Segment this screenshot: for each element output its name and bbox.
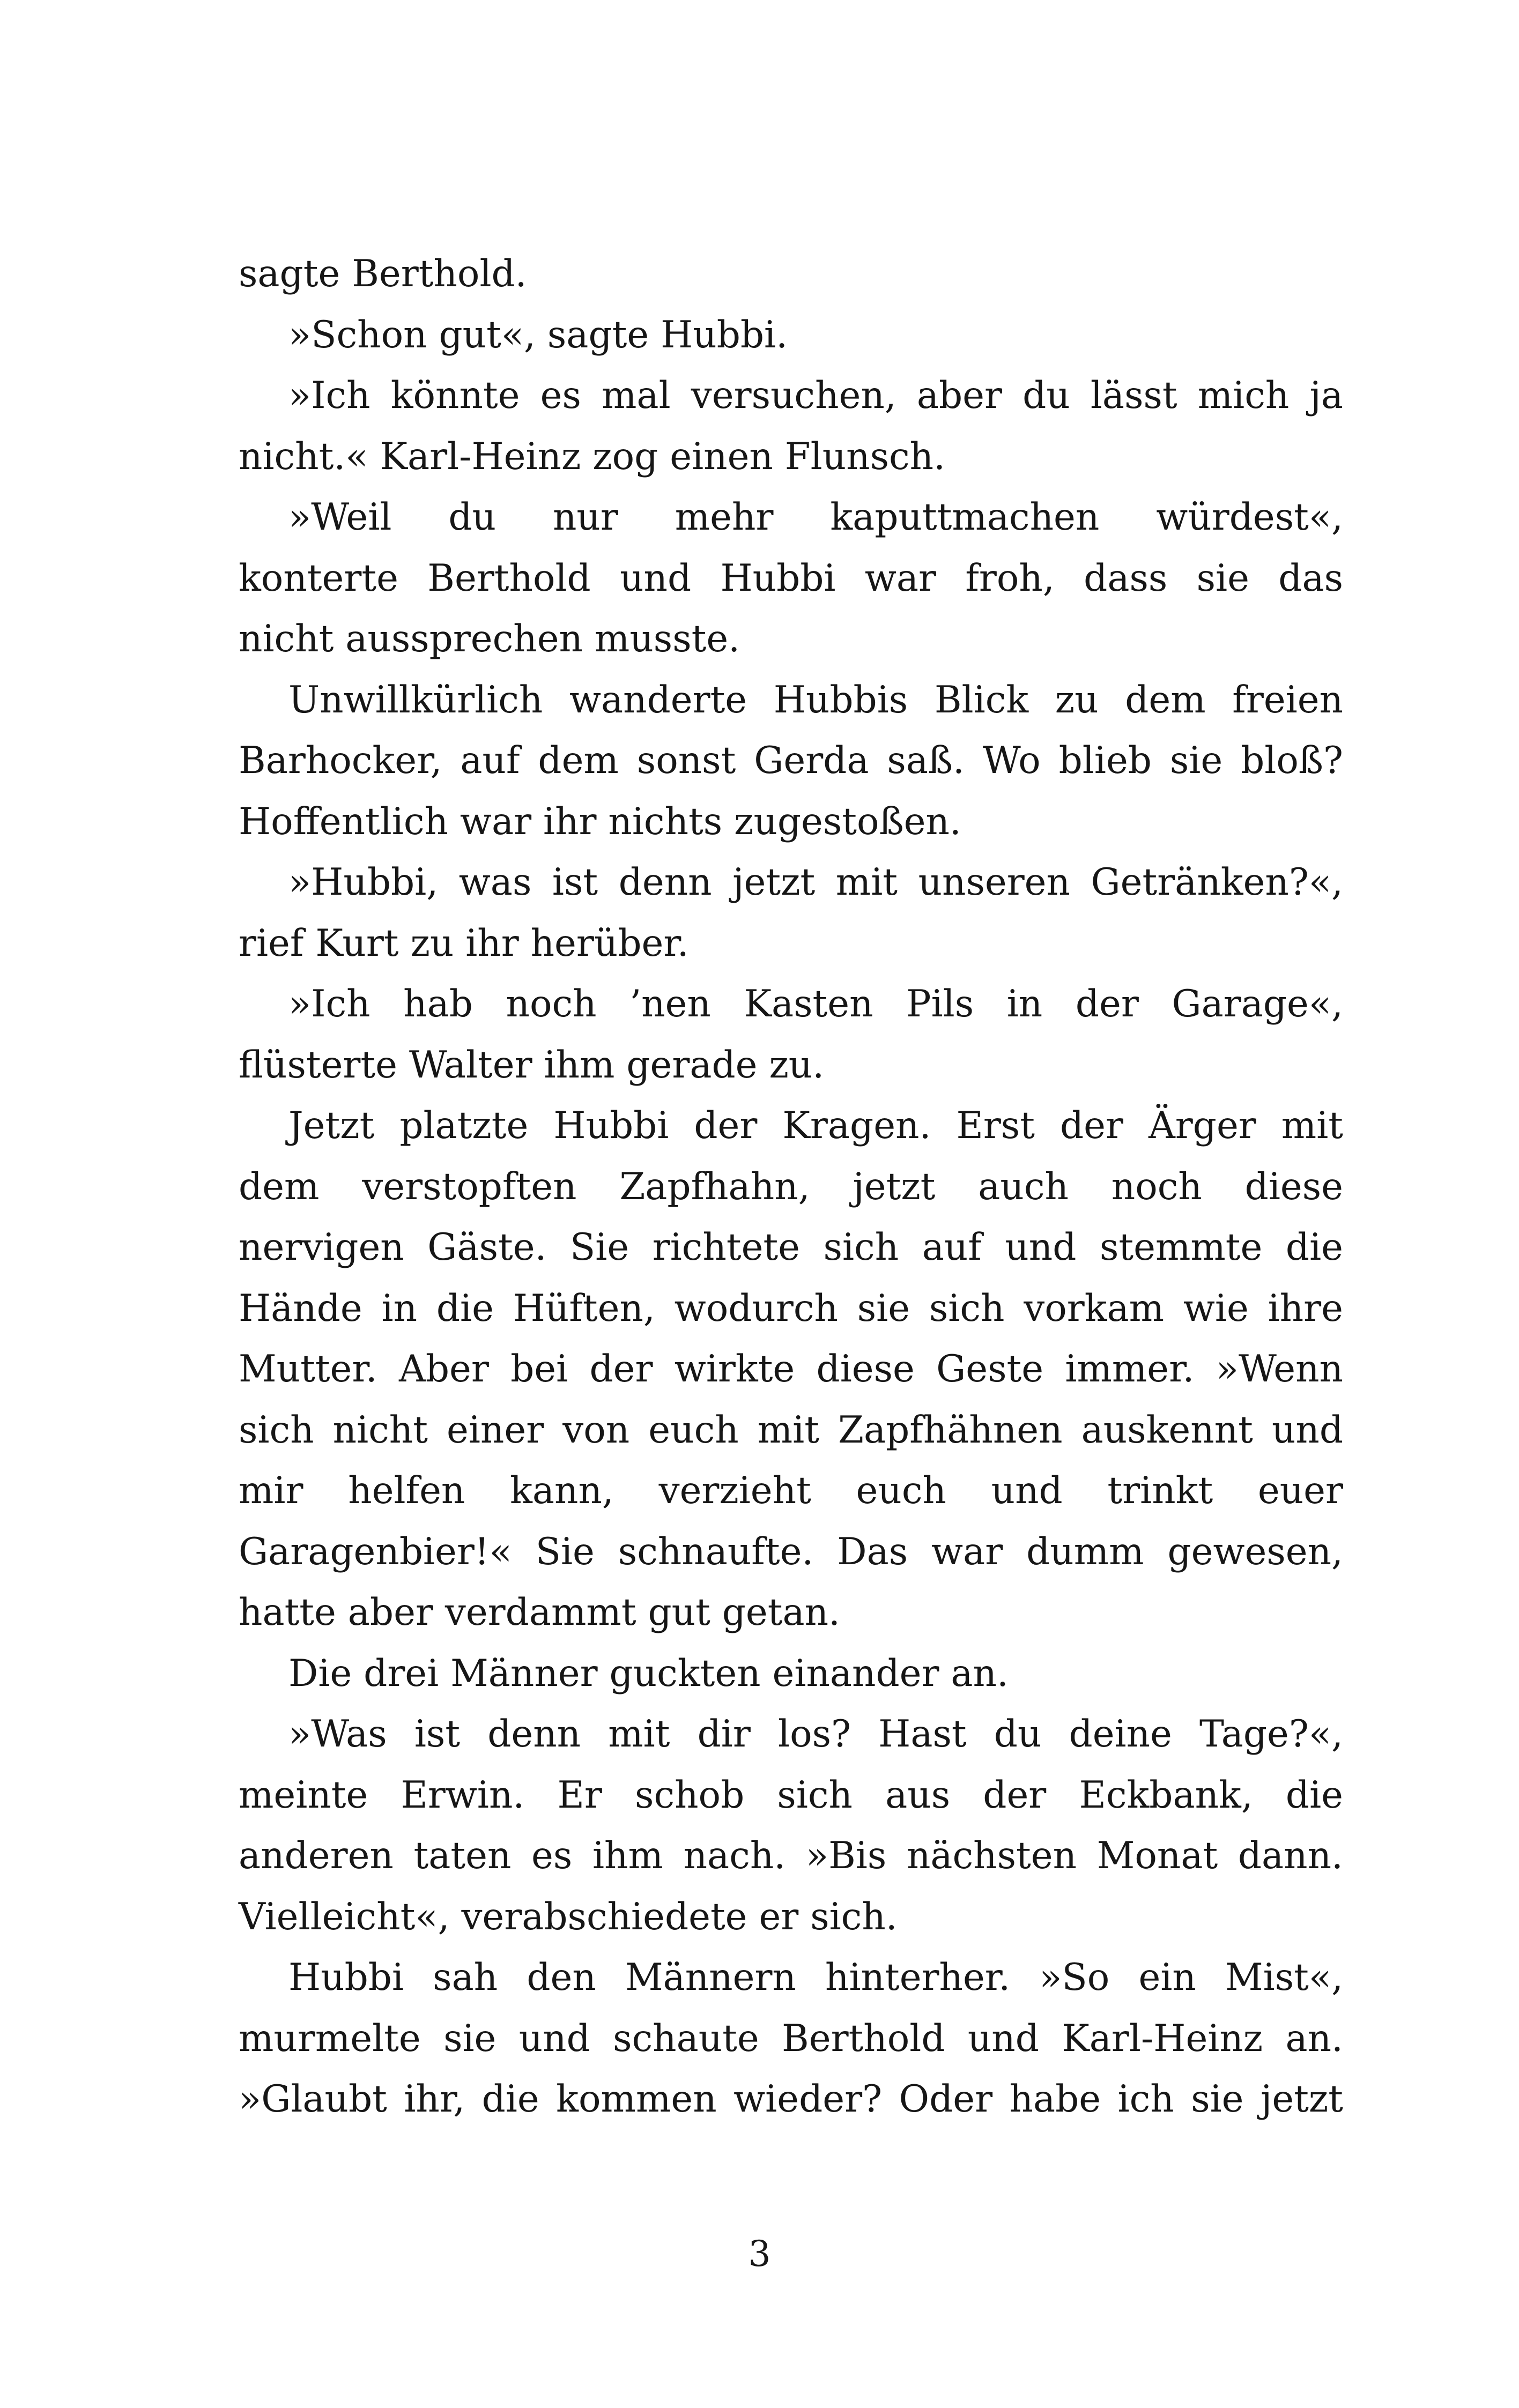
text-line: anderen taten es ihm nach. »Bis nächsten Monat dann.	[239, 1834, 1343, 1877]
text-line: »Ich hab noch ’nen Kasten Pils in der Garage«,	[288, 983, 1343, 1025]
text-line: Barhocker, auf dem sonst Gerda saß. Wo blieb sie bloß?	[239, 739, 1343, 782]
text-line: »Ich könnte es mal versuchen, aber du lässt mich ja	[288, 374, 1343, 417]
text-line: Mutter. Aber bei der wirkte diese Geste immer. »Wenn	[239, 1348, 1343, 1391]
text-line: konterte Berthold und Hubbi war froh, dass sie das	[239, 556, 1343, 600]
text-line: »Schon gut«, sagte Hubbi.	[288, 313, 788, 356]
text-line: meinte Erwin. Er schob sich aus der Eckbank, die	[239, 1773, 1343, 1817]
text-line: »Hubbi, was ist denn jetzt mit unseren Getränken?«,	[288, 861, 1343, 904]
text-line: murmelte sie und schaute Berthold und Karl-Heinz an.	[239, 2017, 1343, 2060]
page-number: 3	[748, 2233, 771, 2275]
text-line: mir helfen kann, verzieht euch und trinkt euer	[239, 1469, 1343, 1512]
text-line: nicht aussprechen musste.	[239, 618, 740, 660]
text-line: sagte Berthold.	[239, 252, 527, 295]
text-line: »Glaubt ihr, die kommen wieder? Oder habe ich sie jetzt	[239, 2078, 1343, 2121]
text-line: Hoffentlich war ihr nichts zugestoßen.	[239, 800, 961, 843]
text-line: Jetzt platzte Hubbi der Kragen. Erst der Ärger mit	[288, 1104, 1343, 1147]
text-line: Hubbi sah den Männern hinterher. »So ein Mist«,	[288, 1956, 1343, 1999]
text-line: Garagenbier!« Sie schnaufte. Das war dumm gewesen,	[239, 1530, 1343, 1573]
text-line: Vielleicht«, verabschiedete er sich.	[239, 1895, 898, 1938]
text-line: hatte aber verdammt gut getan.	[239, 1591, 840, 1634]
text-line: dem verstopften Zapfhahn, jetzt auch noch diese	[239, 1165, 1343, 1208]
text-line: flüsterte Walter ihm gerade zu.	[239, 1043, 825, 1087]
text-line: »Was ist denn mit dir los? Hast du deine Tage?«,	[288, 1713, 1343, 1756]
text-line: »Weil du nur mehr kaputtmachen würdest«,	[288, 496, 1343, 539]
text-line: Unwillkürlich wanderte Hubbis Blick zu dem freien	[288, 678, 1343, 722]
text-line: Die drei Männer guckten einander an.	[288, 1652, 1009, 1695]
text-line: nicht.« Karl-Heinz zog einen Flunsch.	[239, 435, 946, 478]
text-line: nervigen Gäste. Sie richtete sich auf und stemmte die	[239, 1226, 1343, 1269]
text-line: sich nicht einer von euch mit Zapfhähnen auskennt und	[239, 1408, 1343, 1452]
body-text	[239, 244, 1343, 2130]
text-line: rief Kurt zu ihr herüber.	[239, 921, 689, 965]
text-line: Hände in die Hüften, wodurch sie sich vorkam wie ihre	[239, 1287, 1343, 1330]
